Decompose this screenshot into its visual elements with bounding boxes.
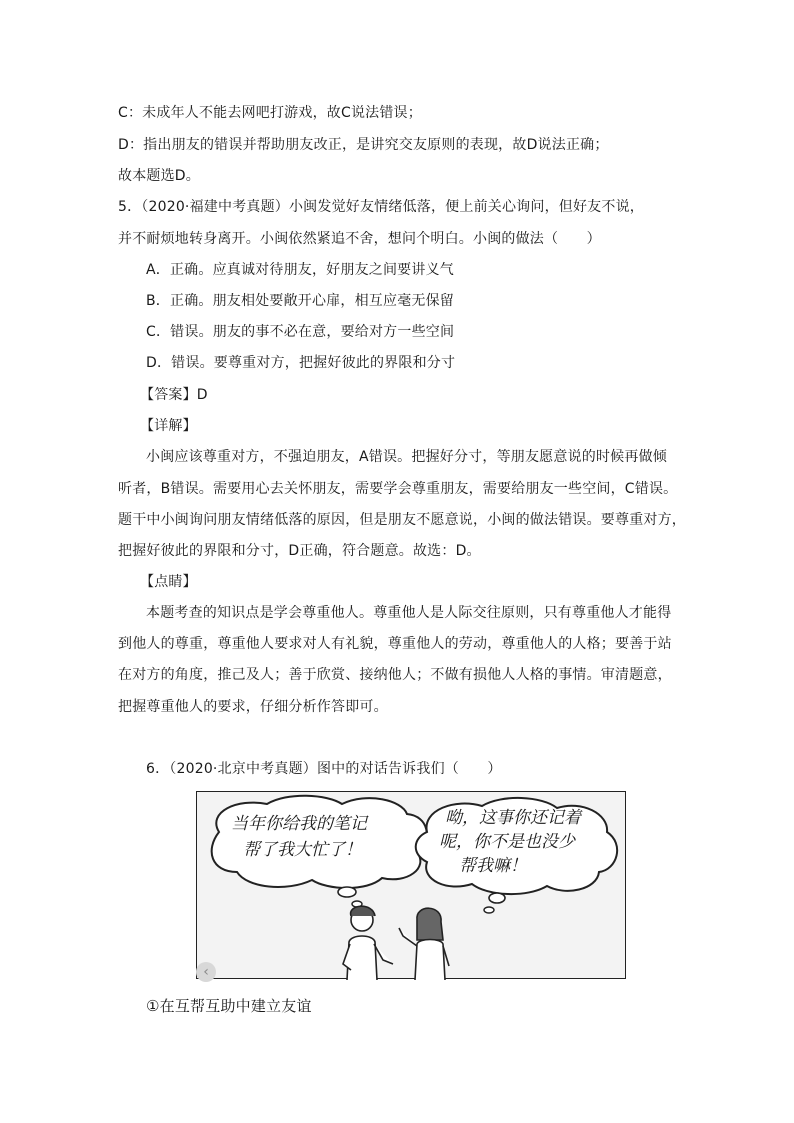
option-d-explanation: D：指出朋友的错误并帮助朋友改正，是讲究交友原则的表现，故D说法正确； <box>118 137 609 153</box>
right-bubble-line-2: 呢，你不是也没少 <box>439 832 575 852</box>
question-5-option-a: A．正确。应真诚对待朋友，好朋友之间要讲义气 <box>146 262 454 278</box>
left-bubble-line-2: 帮了我大忙了！ <box>243 840 362 860</box>
point-line-2: 到他人的尊重，尊重他人要求对人有礼貌，尊重他人的劳动，尊重他人的人格；要善于站 <box>118 636 672 652</box>
option-c-explanation: C：未成年人不能去网吧打游戏，故C说法错误； <box>118 105 422 121</box>
answer-label: 【答案】D <box>140 387 208 403</box>
detail-line-1: 小闽应该尊重对方，不强迫朋友，A错误。把握好分寸，等朋友愿意说的时候再做倾 <box>146 449 667 465</box>
question-5-option-d: D．错误。要尊重对方，把握好彼此的界限和分寸 <box>146 355 456 371</box>
dialogue-cartoon <box>196 791 626 979</box>
point-heading: 【点睛】 <box>140 574 197 590</box>
conclusion-text: 故本题选D。 <box>118 168 200 184</box>
previous-arrow-icon[interactable]: ‹ <box>196 962 216 982</box>
point-line-1: 本题考查的知识点是学会尊重他人。尊重他人是人际交往原则，只有尊重他人才能得 <box>146 605 672 621</box>
question-6-option-1: ①在互帮互助中建立友谊 <box>146 997 312 1015</box>
left-bubble-line-1: 当年你给我的笔记 <box>231 814 367 834</box>
point-line-4: 把握尊重他人的要求，仔细分析作答即可。 <box>118 699 388 715</box>
detail-line-3: 题干中小闽询问朋友情绪低落的原因，但是朋友不愿意说，小闽的做法错误。要尊重对方， <box>118 512 686 528</box>
question-5-stem-line-2: 并不耐烦地转身离开。小闽依然紧追不舍，想问个明白。小闽的做法（ ） <box>118 231 601 247</box>
point-line-3: 在对方的角度，推己及人；善于欣赏、接纳他人；不做有损他人人格的事情。审清题意， <box>118 667 672 683</box>
question-5-option-c: C．错误。朋友的事不必在意，要给对方一些空间 <box>146 324 455 340</box>
detail-line-4: 把握好彼此的界限和分寸，D正确，符合题意。故选：D。 <box>118 543 481 559</box>
right-bubble-line-3: 帮我嘛！ <box>459 856 527 876</box>
right-bubble-line-1: 呦，这事你还记着 <box>445 808 581 828</box>
question-5-option-b: B．正确。朋友相处要敞开心扉，相互应毫无保留 <box>146 293 455 309</box>
question-5-stem-line-1: 5．（2020·福建中考真题）小闽发觉好友情绪低落，便上前关心询问，但好友不说， <box>118 199 644 215</box>
detail-heading: 【详解】 <box>140 418 197 434</box>
question-6-stem: 6．（2020·北京中考真题）图中的对话告诉我们（ ） <box>146 761 502 777</box>
detail-line-2: 听者，B错误。需要用心去关怀朋友，需要学会尊重朋友，需要给朋友一些空间，C错误。 <box>118 481 678 497</box>
